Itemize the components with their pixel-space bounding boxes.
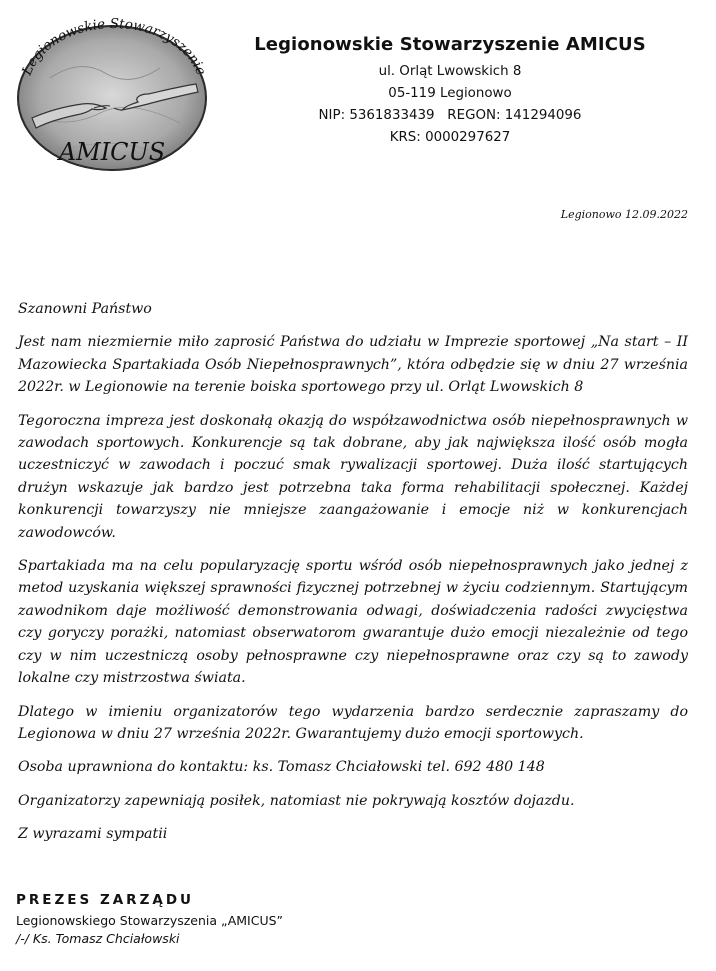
signature-organization: Legionowskiego Stowarzyszenia „AMICUS” bbox=[16, 913, 284, 928]
amicus-logo bbox=[10, 18, 215, 176]
logo-arc-text: Legionowskie Stowarzyszenie bbox=[18, 18, 210, 78]
organization-krs: KRS: 0000297627 bbox=[389, 130, 511, 145]
signature-block bbox=[16, 892, 283, 948]
signature-title: PREZES ZARZĄDU bbox=[16, 892, 194, 908]
contact-line: Osoba uprawniona do kontaktu: ks. Tomasz Chciałowski tel. 692 480 148 bbox=[18, 759, 545, 776]
catering-note: Organizatorzy zapewniają posiłek, natomiast nie pokrywają kosztów dojazdu. bbox=[18, 792, 575, 809]
paragraph-call-to-attend: Dlatego w imieniu organizatorów tego wydarzenia bardzo serdecznie zapraszamy do Legionowa w dniu 27 września 2022r. Gwarantujemy dużo emocji sportowych. bbox=[18, 703, 688, 742]
logo-graphic bbox=[10, 18, 215, 176]
organization-name: Legionowskie Stowarzyszenie AMICUS bbox=[254, 34, 646, 55]
letter-body bbox=[18, 298, 688, 857]
salutation: Szanowni Państwo bbox=[18, 301, 152, 317]
paragraph-invitation: Jest nam niezmiernie miło zaprosić Państwa do udziału w Imprezie sportowej „Na start – II Mazowiecka Spartakiada Osób Niepełnosprawnych”, która odbędzie się w dniu 27 września 2022r. w Legionowie na terenie boiska sportowego przy ul. Orląt Lwowskich 8 bbox=[18, 334, 688, 396]
letter-date: Legionowo 12.09.2022 bbox=[560, 208, 688, 221]
organization-header bbox=[230, 34, 670, 149]
signature-name: /-/ Ks. Tomasz Chciałowski bbox=[16, 931, 180, 946]
closing-line: Z wyrazami sympatii bbox=[18, 826, 168, 843]
organization-postal: 05-119 Legionowo bbox=[388, 86, 512, 101]
organization-street: ul. Orląt Lwowskich 8 bbox=[378, 64, 522, 79]
paragraph-goals: Spartakiada ma na celu popularyzację sportu wśród osób niepełnosprawnych jako jednej z metod uzyskania większej sprawności fizycznej potrzebnej w życiu codziennym. Startującym zawodnikom daje możliwość demonstrowania odwagi, doświadczenia radości zwycięstwa czy goryczy porażki, natomiast obserwatorom gwarantuje dużo emocji niezależnie od tego czy w nim uczestniczą osoby pełnosprawne czy niepełnosprawne oraz czy są to zawody lokalne czy mistrzostwa świata. bbox=[18, 558, 688, 687]
logo-name: AMICUS bbox=[58, 138, 166, 166]
paragraph-event-description: Tegoroczna impreza jest doskonałą okazją do współzawodnictwa osób niepełnosprawnych w zawodach sportowych. Konkurencje są tak dobrane, aby jak największa ilość osób mogła uczestniczyć w zawodach i poczuć smak rywalizacji sportowej. Duża ilość startujących drużyn wskazuje jak bardzo jest potrzebna taka forma rehabilitacji społecznej. Każdej konkurencji towarzyszy nie mniejsze zaangażowanie i emocje niż w konkurencjach zawodowców. bbox=[18, 412, 688, 541]
organization-nip-regon: NIP: 5361833439 REGON: 141294096 bbox=[318, 108, 582, 123]
